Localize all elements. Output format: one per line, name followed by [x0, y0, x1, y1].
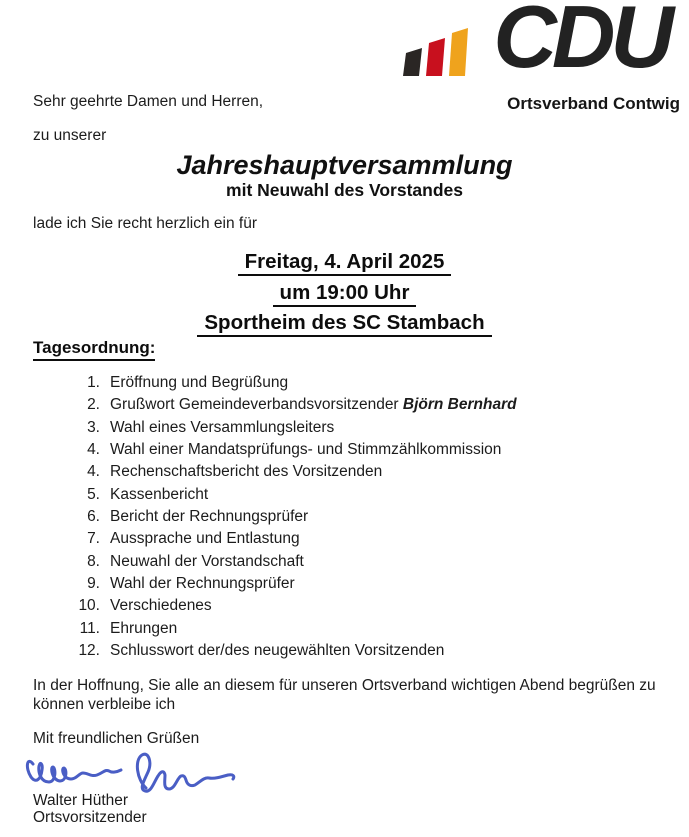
agenda-row [0, 439, 517, 461]
agenda-heading-label: Tagesordnung: [33, 338, 155, 361]
meeting-title: Jahreshauptversammlung [176, 150, 513, 180]
agenda-number: 11. [79, 619, 100, 637]
cdu-wordmark: CDU [493, 0, 669, 86]
agenda-row [0, 461, 517, 483]
closing-paragraph: In der Hoffnung, Sie alle an diesem für unseren Ortsverband wichtigen Abend begrüßen zu können verbleibe ich [33, 677, 656, 713]
agenda-text: Rechenschaftsbericht des Vorsitzenden [110, 463, 383, 481]
agenda-number: 1. [87, 374, 100, 391]
agenda-row [0, 394, 517, 416]
agenda-row [0, 528, 517, 550]
agenda-number: 2. [87, 396, 100, 414]
agenda-number: 4. [87, 463, 100, 481]
cdu-logo-bars-icon [403, 26, 469, 76]
signature-stroke-first [27, 761, 121, 782]
org-name: Ortsverband Contwig [507, 94, 680, 113]
agenda-number: 8. [87, 552, 100, 570]
agenda-number: 6. [87, 508, 100, 526]
event-date: Freitag, 4. April 2025 [238, 250, 452, 276]
logo-bar-black [403, 48, 422, 76]
event-time: um 19:00 Uhr [273, 281, 417, 307]
agenda-text: Bericht der Rechnungsprüfer [110, 508, 309, 526]
agenda-heading [33, 338, 155, 361]
agenda-text: Grußwort Gemeindeverbandsvorsitzender [110, 396, 403, 414]
intro-line: zu unserer [33, 127, 107, 144]
signer-role: Ortsvorsitzender [33, 808, 147, 826]
agenda-number: 9. [87, 575, 100, 593]
signature-stroke-second [137, 754, 233, 791]
agenda-row [0, 417, 517, 439]
invite-line: lade ich Sie recht herzlich ein für [33, 215, 258, 232]
agenda-row [0, 372, 517, 394]
meeting-subtitle: mit Neuwahl des Vorstandes [226, 180, 463, 200]
agenda-row [0, 506, 517, 528]
agenda-text: Schlusswort der/des neugewählten Vorsitzenden [110, 642, 445, 660]
agenda-text: Wahl einer Mandatsprüfungs- und Stimmzählkommission [110, 441, 502, 459]
agenda-list [0, 372, 517, 662]
signer-block [33, 793, 147, 826]
signer-name: Walter Hüther [33, 792, 129, 809]
agenda-text: Wahl der Rechnungsprüfer [110, 575, 295, 593]
event-time-line [0, 281, 689, 307]
agenda-row [0, 640, 517, 662]
agenda-emphasis: Björn Bernhard [402, 396, 517, 414]
logo-bar-red [426, 38, 445, 76]
event-location: Sportheim des SC Stambach [197, 311, 491, 337]
agenda-row [0, 551, 517, 573]
salutation: Sehr geehrte Damen und Herren, [33, 93, 264, 110]
agenda-row [0, 573, 517, 595]
event-location-line [0, 311, 689, 337]
agenda-text: Verschiedenes [110, 597, 212, 615]
agenda-number: 4. [87, 441, 100, 459]
agenda-number: 10. [78, 597, 100, 615]
agenda-text: Aussprache und Entlastung [110, 530, 300, 548]
agenda-text: Wahl eines Versammlungsleiters [110, 418, 335, 436]
agenda-row [0, 595, 517, 617]
event-date-line [0, 250, 689, 276]
regards-line: Mit freundlichen Grüßen [33, 730, 200, 747]
title-block [0, 150, 689, 200]
logo-bar-gold [449, 28, 468, 76]
agenda-number: 12. [78, 642, 100, 660]
agenda-row [0, 618, 517, 640]
agenda-text: Ehrungen [110, 619, 178, 637]
agenda-text: Kassenbericht [110, 485, 209, 503]
agenda-row [0, 484, 517, 506]
agenda-number: 5. [87, 485, 100, 503]
agenda-text: Eröffnung und Begrüßung [110, 374, 289, 391]
agenda-number: 7. [87, 530, 100, 548]
agenda-number: 3. [87, 418, 100, 436]
agenda-text: Neuwahl der Vorstandschaft [110, 552, 304, 570]
event-block [0, 250, 689, 342]
